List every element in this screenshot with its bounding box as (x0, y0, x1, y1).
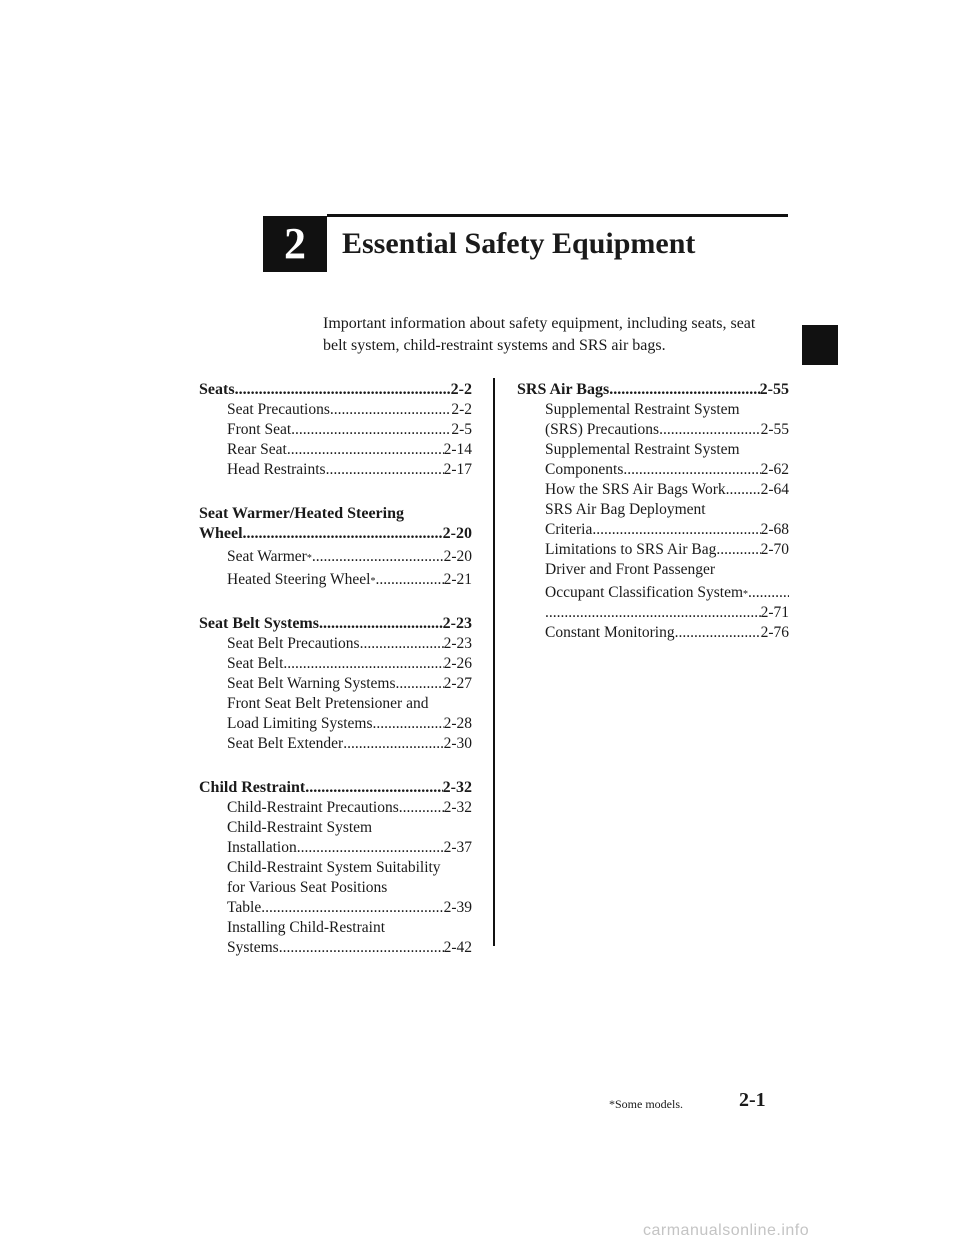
toc-entry-srs-precautions-line1[interactable] (517, 400, 789, 420)
toc-section-srs (517, 380, 789, 643)
toc-heading-label: Seats (199, 381, 235, 398)
leader-dots (297, 838, 444, 858)
leader-dots (343, 734, 443, 754)
toc-left-column (199, 380, 472, 982)
toc-heading-label: Child Restraint (199, 779, 306, 796)
toc-entry-srs-precautions-line2[interactable] (517, 420, 789, 440)
toc-entry-srs-components-line2[interactable] (517, 460, 789, 480)
toc-section-seats (199, 380, 472, 480)
toc-entry-label: Load Limiting Systems (227, 715, 373, 732)
toc-entry-page: 2-30 (443, 735, 472, 752)
toc-entry-page: 2-76 (760, 624, 789, 641)
toc-entry-page: 2-68 (760, 521, 789, 538)
toc-entry-suitability-line1[interactable] (199, 858, 472, 878)
leader-dots (360, 634, 444, 654)
toc-entry-page: 2-39 (443, 899, 472, 916)
toc-heading-page: 2-32 (442, 779, 472, 796)
leader-dots (291, 420, 451, 440)
toc-entry-label: Systems (227, 939, 279, 956)
toc-entry-label: Limitations to SRS Air Bag (545, 541, 717, 558)
toc-entry-label: Head Restraints (227, 461, 326, 478)
toc-entry-label: Installing Child-Restraint (227, 919, 385, 936)
toc-entry-page: 2-70 (760, 541, 789, 558)
toc-entry-installing-line2[interactable] (199, 938, 472, 958)
toc-entry-label: Heated Steering Wheel (227, 571, 371, 588)
toc-entry-constant-monitoring[interactable] (517, 623, 789, 643)
leader-dots (623, 460, 760, 480)
toc-entry-seat-belt-precautions[interactable] (199, 634, 472, 654)
toc-entry-label: SRS Air Bag Deployment (545, 501, 706, 518)
leader-dots (330, 400, 451, 420)
leader-dots (716, 540, 760, 560)
leader-dots (675, 623, 761, 643)
leader-dots (279, 938, 444, 958)
toc-heading-page: 2-55 (759, 381, 789, 398)
toc-section-seat-belt (199, 614, 472, 754)
toc-entry-label: Seat Warmer (227, 548, 307, 565)
toc-entry-page: 2-71 (760, 604, 789, 621)
toc-entry-deployment-line1[interactable] (517, 500, 789, 520)
chapter-title-rule (327, 214, 788, 217)
toc-heading-child-restraint[interactable] (199, 778, 472, 798)
toc-entry-page: 2-17 (443, 461, 472, 478)
toc-entry-page: 2-5 (451, 421, 472, 438)
toc-entry-page: 2-32 (443, 799, 472, 816)
toc-heading-page: 2-2 (450, 381, 472, 398)
leader-dots (243, 524, 443, 544)
toc-entry-label: Child-Restraint Precautions (227, 799, 399, 816)
toc-right-column (517, 380, 789, 667)
leader-dots (609, 380, 759, 400)
toc-entry-page: 2-26 (443, 655, 472, 672)
chapter-thumb-tab (802, 325, 838, 365)
toc-heading-label: Seat Warmer/Heated Steering (199, 505, 404, 522)
toc-entry-label: Components (545, 461, 624, 478)
leader-dots (748, 583, 789, 603)
toc-entry-label: Child-Restraint System (227, 819, 373, 836)
toc-entry-page: 2-21 (443, 571, 472, 588)
column-divider (493, 378, 495, 946)
toc-heading-page: 2-23 (442, 615, 472, 632)
toc-heading-seat-belt[interactable] (199, 614, 472, 634)
toc-entry-label: How the SRS Air Bags Work (545, 481, 726, 498)
toc-entry-page: 2-37 (443, 839, 472, 856)
leader-dots (319, 614, 443, 634)
toc-entry-label: Criteria (545, 521, 593, 538)
toc-entry-label: Supplemental Restraint System (545, 401, 740, 418)
toc-heading-page: 2-20 (442, 525, 472, 542)
toc-entry-occupant-line1[interactable] (517, 560, 789, 580)
chapter-number-badge: 2 (263, 216, 327, 272)
footer-page-number: 2-1 (739, 1089, 766, 1111)
toc-heading-label: SRS Air Bags (517, 381, 610, 398)
toc-heading-label: Seat Belt Systems (199, 615, 319, 632)
toc-entry-page: 2-42 (443, 939, 472, 956)
leader-dots (726, 480, 761, 500)
toc-entry-seat-belt-extender[interactable] (199, 734, 472, 754)
toc-entry-label: Seat Belt Precautions (227, 635, 360, 652)
toc-heading-seats[interactable] (199, 380, 472, 400)
chapter-title: Essential Safety Equipment (342, 227, 696, 260)
watermark-text: carmanualsonline.info (643, 1222, 810, 1239)
chapter-intro: Important information about safety equipment, including seats, seat belt system, child-restraint systems and SRS air bags. (323, 315, 756, 354)
toc-entry-seat-precautions[interactable] (199, 400, 472, 420)
toc-entry-installation-line2[interactable] (199, 838, 472, 858)
toc-heading-srs[interactable] (517, 380, 789, 400)
toc-entry-label: Table (227, 899, 262, 916)
toc-entry-pretensioner-line1[interactable] (199, 694, 472, 714)
toc-entry-limitations[interactable] (517, 540, 789, 560)
toc-entry-occupant-line3[interactable] (517, 603, 789, 623)
toc-entry-label: Seat Belt (227, 655, 284, 672)
toc-entry-page: 2-64 (760, 481, 789, 498)
toc-heading-label: Wheel (199, 525, 243, 542)
toc-section-child-restraint (199, 778, 472, 958)
toc-entry-seat-belt[interactable] (199, 654, 472, 674)
toc-entry-label: Rear Seat (227, 441, 287, 458)
toc-entry-page: 2-27 (443, 675, 472, 692)
toc-entry-page: 2-2 (451, 401, 472, 418)
toc-entry-deployment-line2[interactable] (517, 520, 789, 540)
toc-entry-page: 2-20 (443, 548, 472, 565)
toc-entry-page: 2-23 (443, 635, 472, 652)
leader-dots (261, 898, 443, 918)
leader-dots (396, 674, 444, 694)
leader-dots (399, 798, 444, 818)
toc-entry-page: 2-55 (760, 421, 789, 438)
toc-entry-heated-steering-wheel[interactable]: Heated Steering Wheel * ..... 2-21 (199, 570, 472, 590)
toc-heading-seat-warmer-line2[interactable] (199, 524, 472, 544)
toc-entry-occupant-line2[interactable]: Occupant Classification System * ..... (517, 583, 789, 603)
leader-dots (659, 420, 760, 440)
toc-entry-label: (SRS) Precautions (545, 421, 660, 438)
toc-entry-label: Seat Belt Extender (227, 735, 344, 752)
leader-dots (375, 570, 443, 590)
toc-entry-seat-belt-warning[interactable] (199, 674, 472, 694)
toc-entry-page: 2-28 (443, 715, 472, 732)
toc-entry-pretensioner-line2[interactable] (199, 714, 472, 734)
toc-entry-label: Seat Precautions (227, 401, 330, 418)
toc-entry-page: 2-62 (760, 461, 789, 478)
toc-entry-label: Installation (227, 839, 297, 856)
toc-entry-label: Constant Monitoring (545, 624, 675, 641)
leader-dots (373, 714, 444, 734)
leader-dots (235, 380, 451, 400)
leader-dots (592, 520, 760, 540)
toc-entry-suitability-line2[interactable] (199, 878, 472, 898)
toc-entry-label: for Various Seat Positions (227, 879, 388, 896)
toc-heading-seat-warmer-line1[interactable] (199, 504, 472, 524)
toc-entry-label: Driver and Front Passenger (545, 561, 716, 578)
toc-entry-rear-seat[interactable] (199, 440, 472, 460)
leader-dots (312, 547, 444, 567)
toc-entry-front-seat[interactable] (199, 420, 472, 440)
leader-dots (283, 654, 443, 674)
toc-entry-page: 2-14 (443, 441, 472, 458)
toc-entry-installation-line1[interactable] (199, 818, 472, 838)
toc-section-seat-warmer (199, 504, 472, 590)
toc-entry-label: Supplemental Restraint System (545, 441, 740, 458)
toc-entry-label: Child-Restraint System Suitability (227, 859, 441, 876)
toc-entry-label: Front Seat (227, 421, 292, 438)
toc-entry-suitability-line3[interactable] (199, 898, 472, 918)
toc-entry-child-restraint-precautions[interactable] (199, 798, 472, 818)
toc-entry-head-restraints[interactable] (199, 460, 472, 480)
toc-entry-label: Occupant Classification System (545, 584, 744, 601)
toc-entry-srs-components-line1[interactable] (517, 440, 789, 460)
toc-entry-label: Seat Belt Warning Systems (227, 675, 396, 692)
toc-entry-seat-warmer[interactable]: Seat Warmer * ..... 2-20 (199, 547, 472, 567)
toc-entry-installing-line1[interactable] (199, 918, 472, 938)
footer-some-models-note: *Some models. (609, 1097, 683, 1111)
leader-dots (545, 603, 761, 623)
toc-entry-how-air-bags-work[interactable] (517, 480, 789, 500)
leader-dots (305, 778, 442, 798)
toc-entry-label: Front Seat Belt Pretensioner and (227, 695, 429, 712)
leader-dots (287, 440, 444, 460)
leader-dots (326, 460, 444, 480)
